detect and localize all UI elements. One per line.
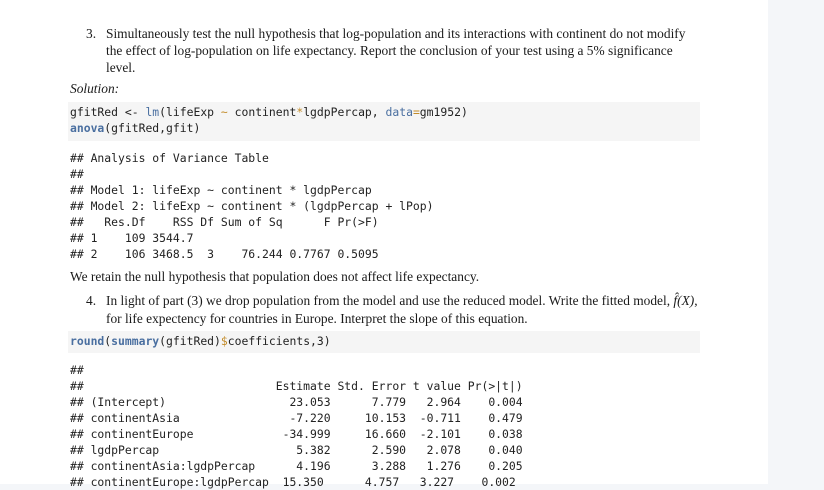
question-3-number: 3.	[86, 26, 97, 41]
question-4-text: In light of part (3) we drop population from the model and use the reduced model. Write the fitted model, f̂(X), for life expectency for countries in Europe. Interpret the slope of this equation.	[106, 293, 698, 326]
coefficients-output: ## ## Estimate Std. Error t value Pr(>|t|) ## (Intercept) 23.053 7.779 2.964 0.004 ## continentAsia -7.220 10.153 -0.711 0.479 ## continentEurope -34.999 16.660 -2.101 0.038 ## lgdpPercap 5.382 2.590 2.078 0.040 ## continentAsia:lgdpPercap 4.196 3.288 1.276 0.205 ## continentEurope:lgdpPercap 15.350 4.757 3.227 0.002	[70, 363, 523, 489]
code-line-1: gfitRed <- lm(lifeExp ~ continent*lgdpPercap, data=gm1952)	[70, 105, 468, 119]
anova-output: ## Analysis of Variance Table ## ## Model 1: lifeExp ~ continent * lgdpPercap ## Model 2: lifeExp ~ continent * (lgdpPercap + lPop) ## Res.Df RSS Df Sum of Sq F Pr(>F) ## 1 109 3544.7 ## 2 106 3468.5 3 76.244 0.7767 0.5095	[70, 151, 434, 261]
question-3-text: Simultaneously test the null hypothesis that log-population and its interactions with continent do not modify the effect of log-population on life expectancy. Report the conclusion of your test using a 5% significance level.	[106, 26, 686, 75]
question-3	[86, 25, 702, 76]
fitted-model-math: f̂(X)	[673, 293, 695, 308]
code-block-coefficients: round(summary(gfitRed)$coefficients,3)	[68, 331, 700, 353]
code-block-anova	[68, 102, 700, 141]
question-4	[86, 292, 702, 328]
conclusion-text: We retain the null hypothesis that population does not affect life expectancy.	[70, 269, 480, 284]
code-line-2: anova(gfitRed,gfit)	[70, 121, 201, 135]
solution-label: Solution:	[70, 81, 120, 96]
question-4-number: 4.	[86, 293, 97, 308]
